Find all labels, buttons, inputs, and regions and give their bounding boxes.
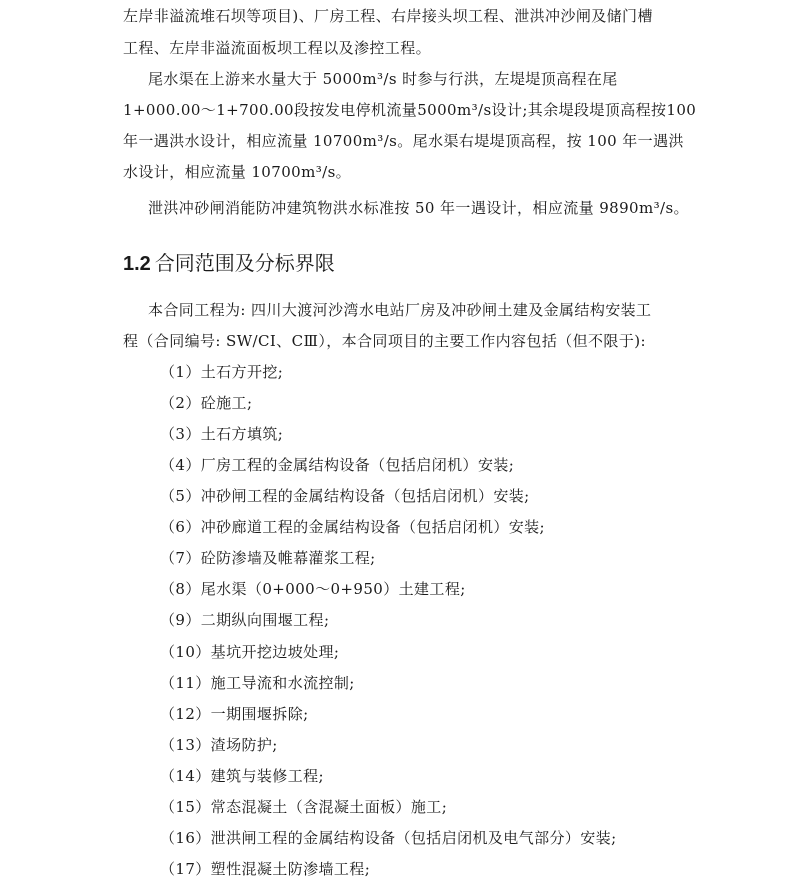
- tailrace-line-3: 年一遇洪水设计，相应流量 10700m³/s。尾水渠右堤堤顶高程，按 100 年一遇洪: [123, 132, 684, 150]
- section-number: 1.2: [123, 253, 151, 275]
- list-item: （7）砼防渗墙及帷幕灌浆工程;: [160, 549, 376, 567]
- tailrace-line-4: 水设计，相应流量 10700m³/s。: [123, 163, 352, 181]
- intro-line-2: 工程、左岸非溢流面板坝工程以及渗控工程。: [123, 39, 432, 57]
- list-item: （3）土石方填筑;: [160, 425, 284, 443]
- list-item: （14）建筑与装修工程;: [160, 767, 324, 785]
- section-title: 合同范围及分标界限: [154, 251, 335, 275]
- list-item: （8）尾水渠（0+000～0+950）土建工程;: [160, 580, 466, 598]
- list-item: （1）土石方开挖;: [160, 363, 284, 381]
- contract-line-1: 本合同工程为: 四川大渡河沙湾水电站厂房及冲砂闸土建及金属结构安装工: [148, 301, 652, 319]
- list-item: （13）渣场防护;: [160, 736, 278, 754]
- tailrace-line-2: 1+000.00～1+700.00段按发电停机流量5000m³/s设计;其余堤段堤顶高程按100: [123, 101, 697, 119]
- intro-line-1: 左岸非溢流堆石坝等项目)、厂房工程、右岸接头坝工程、泄洪冲沙闸及储门槽: [123, 7, 653, 25]
- spillway-line-1: 泄洪冲砂闸消能防冲建筑物洪水标准按 50 年一遇设计，相应流量 9890m³/s。: [148, 199, 689, 217]
- list-item: （5）冲砂闸工程的金属结构设备（包括启闭机）安装;: [160, 487, 530, 505]
- list-item: （9）二期纵向围堰工程;: [160, 611, 330, 629]
- list-item: （17）塑性混凝土防渗墙工程;: [160, 860, 371, 878]
- list-item: （6）冲砂廊道工程的金属结构设备（包括启闭机）安装;: [160, 518, 545, 536]
- list-item: （16）泄洪闸工程的金属结构设备（包括启闭机及电气部分）安装;: [160, 829, 617, 847]
- contract-line-2: 程（合同编号: SW/CⅠ、CⅢ），本合同项目的主要工作内容包括（但不限于):: [123, 332, 646, 350]
- list-item: （10）基坑开挖边坡处理;: [160, 643, 340, 661]
- section-heading: [123, 250, 335, 277]
- list-item: （11）施工导流和水流控制;: [160, 674, 355, 692]
- tailrace-line-1: 尾水渠在上游来水量大于 5000m³/s 时参与行洪，左堤堤顶高程在尾: [148, 70, 618, 88]
- list-item: （12）一期围堰拆除;: [160, 705, 309, 723]
- list-item: （15）常态混凝土（含混凝土面板）施工;: [160, 798, 448, 816]
- list-item: （4）厂房工程的金属结构设备（包括启闭机）安装;: [160, 456, 515, 474]
- list-item: （2）砼施工;: [160, 394, 253, 412]
